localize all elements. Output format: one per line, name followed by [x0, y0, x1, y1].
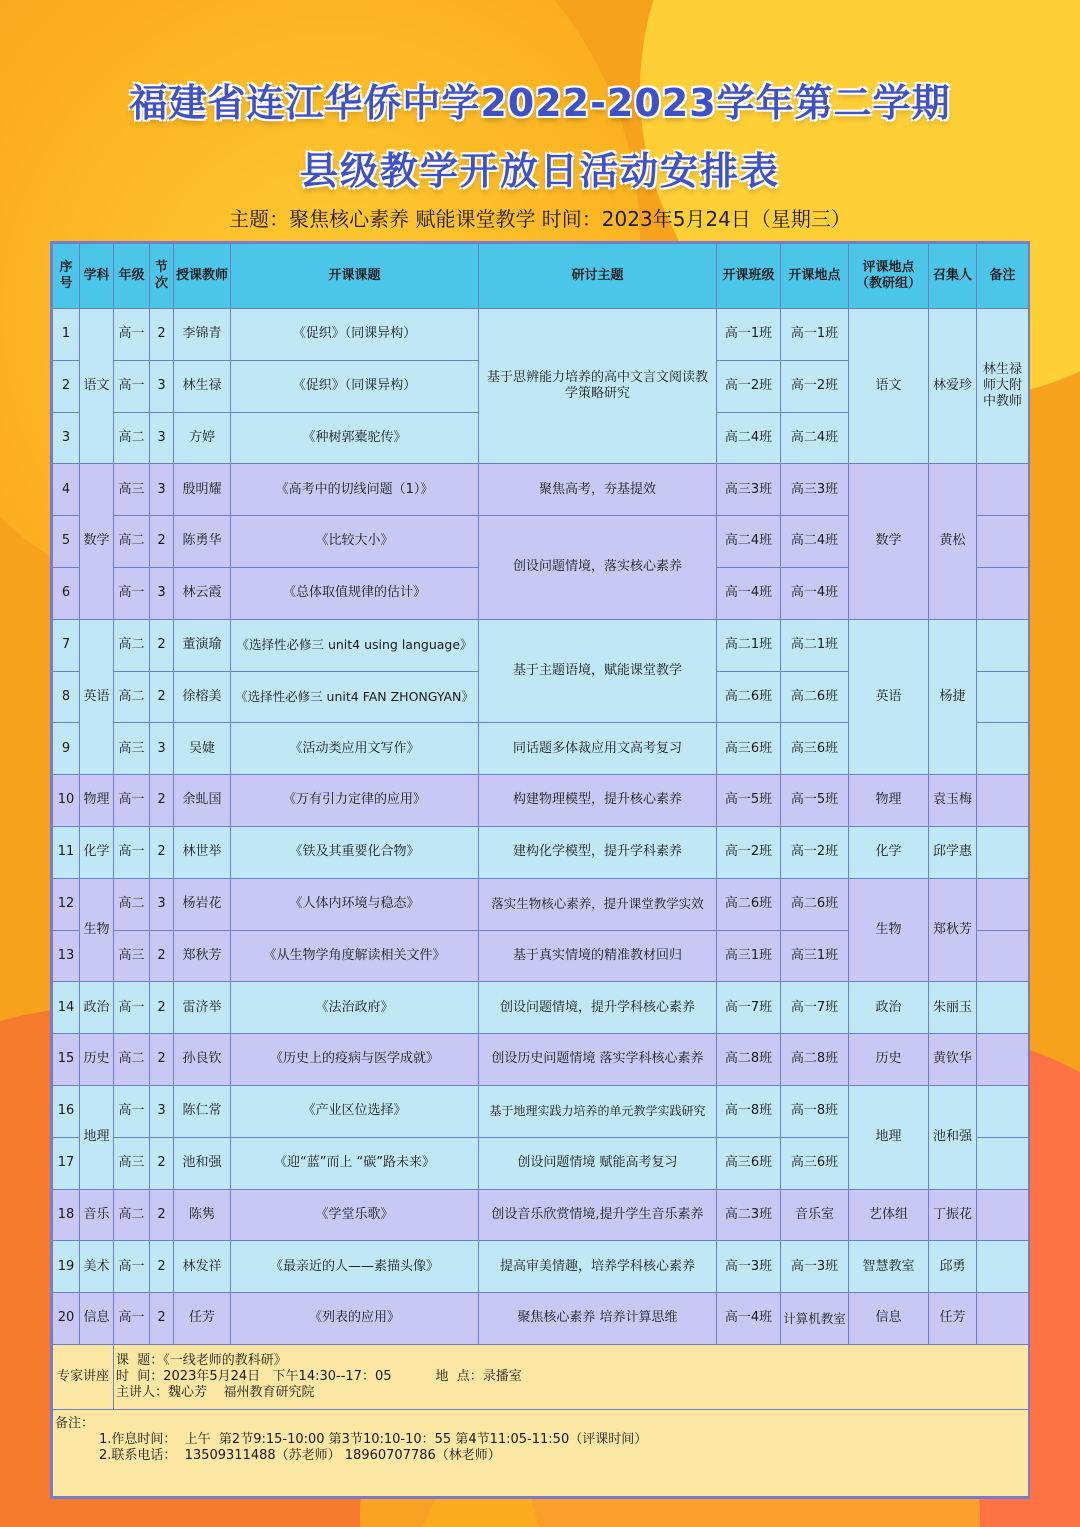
- cell-convener: 朱丽玉: [929, 982, 977, 1034]
- cell-convener: 任芳: [929, 1293, 977, 1345]
- lecture-topic: 课 题：《一线老师的教科研》: [116, 1352, 287, 1368]
- cell-teacher: 林云霞: [174, 567, 231, 619]
- cell-seq: 12: [53, 878, 80, 930]
- cell-period: 2: [150, 516, 174, 568]
- cell-period: 2: [150, 982, 174, 1034]
- table-row: [53, 1293, 1029, 1345]
- cell-convener: 杨捷: [929, 619, 977, 774]
- cell-class: 高一2班: [717, 360, 781, 412]
- cell-period: 2: [150, 1137, 174, 1189]
- cell-seq: 19: [53, 1241, 80, 1293]
- cell-topic: 《选择性必修三 unit4 FAN ZHONGYAN》: [231, 671, 479, 723]
- cell-period: 2: [150, 671, 174, 723]
- cell-topic: 《活动类应用文写作》: [231, 723, 479, 775]
- cell-convener: 袁玉梅: [929, 775, 977, 827]
- col-seminar: 研讨主题: [479, 244, 717, 309]
- cell-seq: 16: [53, 1085, 80, 1137]
- cell-seq: 20: [53, 1293, 80, 1345]
- cell-seminar: 落实生物核心素养，提升课堂教学实效: [479, 878, 717, 930]
- cell-topic: 《法治政府》: [231, 982, 479, 1034]
- cell-teacher: 雷济举: [174, 982, 231, 1034]
- cell-eval: 地理: [849, 1085, 929, 1189]
- cell-convener: 邱勇: [929, 1241, 977, 1293]
- cell-grade: 高二: [114, 412, 150, 464]
- cell-topic: 《产业区位选择》: [231, 1085, 479, 1137]
- cell-seminar: 基于思辨能力培养的高中文言文阅读教学策略研究: [479, 309, 717, 464]
- cell-eval: 语文: [849, 309, 929, 464]
- cell-grade: 高三: [114, 464, 150, 516]
- cell-grade: 高二: [114, 878, 150, 930]
- cell-seq: 18: [53, 1189, 80, 1241]
- cell-seq: 4: [53, 464, 80, 516]
- cell-seq: 1: [53, 309, 80, 361]
- cell-seminar: 提高审美情趣，培养学科核心素养: [479, 1241, 717, 1293]
- cell-class: 高三3班: [717, 464, 781, 516]
- lecture-time: 时 间：2023年5月24日 下午14:30--17：05: [116, 1368, 392, 1384]
- cell-subject: 英语: [80, 619, 114, 774]
- cell-eval: 生物: [849, 878, 929, 982]
- cell-period: 2: [150, 1034, 174, 1086]
- cell-seminar: 同话题多体裁应用文高考复习: [479, 723, 717, 775]
- cell-period: 2: [150, 775, 174, 827]
- cell-venue: 音乐室: [781, 1189, 849, 1241]
- cell-topic: 《比较大小》: [231, 516, 479, 568]
- cell-venue: 高一2班: [781, 826, 849, 878]
- cell-period: 2: [150, 309, 174, 361]
- cell-teacher: 余虬国: [174, 775, 231, 827]
- cell-remark: 林生禄师大附中教师: [977, 309, 1029, 464]
- cell-remark: [977, 826, 1029, 878]
- cell-period: 2: [150, 1189, 174, 1241]
- cell-topic: 《高考中的切线问题（1）》: [231, 464, 479, 516]
- cell-period: 3: [150, 1085, 174, 1137]
- cell-teacher: 吴婕: [174, 723, 231, 775]
- cell-class: 高一4班: [717, 1293, 781, 1345]
- cell-seq: 7: [53, 619, 80, 671]
- cell-grade: 高三: [114, 1137, 150, 1189]
- cell-venue: 高二1班: [781, 619, 849, 671]
- table-row: [53, 1034, 1029, 1086]
- cell-subject: 生物: [80, 878, 114, 982]
- cell-remark: [977, 930, 1029, 982]
- cell-class: 高一3班: [717, 1241, 781, 1293]
- cell-eval: 物理: [849, 775, 929, 827]
- cell-teacher: 孙良钦: [174, 1034, 231, 1086]
- table-row: [53, 464, 1029, 516]
- table-row: [53, 1241, 1029, 1293]
- cell-period: 2: [150, 1241, 174, 1293]
- cell-topic: 《总体取值规律的估计》: [231, 567, 479, 619]
- cell-period: 2: [150, 826, 174, 878]
- cell-remark: [977, 878, 1029, 930]
- cell-seq: 2: [53, 360, 80, 412]
- cell-topic: 《历史上的疫病与医学成就》: [231, 1034, 479, 1086]
- lecture-time-place: [116, 1369, 1026, 1385]
- cell-seq: 5: [53, 516, 80, 568]
- cell-remark: [977, 464, 1029, 516]
- table-row: [53, 619, 1029, 671]
- cell-eval: 历史: [849, 1034, 929, 1086]
- cell-seminar: 聚焦高考，夯基提效: [479, 464, 717, 516]
- cell-grade: 高一: [114, 775, 150, 827]
- cell-subject: 物理: [80, 775, 114, 827]
- notes-label: 备注：: [55, 1415, 95, 1431]
- cell-class: 高二3班: [717, 1189, 781, 1241]
- cell-class: 高二1班: [717, 619, 781, 671]
- cell-grade: 高三: [114, 930, 150, 982]
- cell-remark: [977, 567, 1029, 619]
- table-row: [53, 309, 1029, 361]
- cell-class: 高三1班: [717, 930, 781, 982]
- cell-subject: 数学: [80, 464, 114, 619]
- cell-venue: 高二8班: [781, 1034, 849, 1086]
- cell-class: 高二4班: [717, 516, 781, 568]
- cell-convener: 黄松: [929, 464, 977, 619]
- cell-remark: [977, 619, 1029, 671]
- cell-class: 高一5班: [717, 775, 781, 827]
- cell-eval: 艺体组: [849, 1189, 929, 1241]
- cell-venue: 高二4班: [781, 516, 849, 568]
- cell-teacher: 林发祥: [174, 1241, 231, 1293]
- cell-grade: 高一: [114, 1293, 150, 1345]
- cell-remark: [977, 1034, 1029, 1086]
- cell-topic: 《学堂乐歌》: [231, 1189, 479, 1241]
- table-row: [53, 775, 1029, 827]
- cell-seq: 11: [53, 826, 80, 878]
- cell-topic: 《选择性必修三 unit4 using language》: [231, 619, 479, 671]
- cell-period: 3: [150, 412, 174, 464]
- cell-grade: 高一: [114, 826, 150, 878]
- cell-seminar: 创设问题情境 赋能高考复习: [479, 1137, 717, 1189]
- cell-venue: 计算机教室: [781, 1293, 849, 1345]
- cell-class: 高一2班: [717, 826, 781, 878]
- cell-topic: 《最亲近的人——素描头像》: [231, 1241, 479, 1293]
- cell-teacher: 郑秋芳: [174, 930, 231, 982]
- cell-topic: 《促织》（同课异构）: [231, 309, 479, 361]
- cell-grade: 高一: [114, 360, 150, 412]
- cell-seq: 6: [53, 567, 80, 619]
- cell-remark: [977, 723, 1029, 775]
- notes-contact: 2.联系电话： 13509311488（苏老师） 18960707786（林老师）: [99, 1448, 501, 1464]
- cell-seq: 15: [53, 1034, 80, 1086]
- cell-seq: 9: [53, 723, 80, 775]
- cell-grade: 高一: [114, 982, 150, 1034]
- table-row: [53, 826, 1029, 878]
- cell-subject: 化学: [80, 826, 114, 878]
- cell-venue: 高一3班: [781, 1241, 849, 1293]
- cell-period: 2: [150, 619, 174, 671]
- cell-teacher: 陈勇华: [174, 516, 231, 568]
- cell-period: 3: [150, 360, 174, 412]
- cell-teacher: 池和强: [174, 1137, 231, 1189]
- cell-seq: 10: [53, 775, 80, 827]
- cell-subject: 地理: [80, 1085, 114, 1189]
- cell-seq: 3: [53, 412, 80, 464]
- cell-subject: 历史: [80, 1034, 114, 1086]
- cell-period: 3: [150, 878, 174, 930]
- page-title: 福建省连江华侨中学2022-2023学年第二学期: [129, 81, 951, 125]
- cell-teacher: 陈隽: [174, 1189, 231, 1241]
- cell-seminar: 建构化学模型，提升学科素养: [479, 826, 717, 878]
- cell-venue: 高三1班: [781, 930, 849, 982]
- cell-teacher: 林世举: [174, 826, 231, 878]
- col-venue: 开课地点: [781, 244, 849, 309]
- expert-lecture-details: [114, 1344, 1029, 1409]
- table-row: [53, 1189, 1029, 1241]
- table-header-row: [53, 244, 1029, 309]
- cell-seminar: 创设问题情境，落实核心素养: [479, 516, 717, 620]
- cell-eval: 数学: [849, 464, 929, 619]
- cell-subject: 信息: [80, 1293, 114, 1345]
- cell-seq: 8: [53, 671, 80, 723]
- cell-remark: [977, 1085, 1029, 1137]
- cell-period: 2: [150, 930, 174, 982]
- cell-grade: 高一: [114, 1085, 150, 1137]
- cell-teacher: 方婷: [174, 412, 231, 464]
- cell-class: 高三6班: [717, 723, 781, 775]
- cell-seminar: 创设历史问题情境 落实学科核心素养: [479, 1034, 717, 1086]
- cell-grade: 高二: [114, 1189, 150, 1241]
- cell-remark: [977, 1293, 1029, 1345]
- cell-topic: 《从生物学角度解读相关文件》: [231, 930, 479, 982]
- cell-class: 高三6班: [717, 1137, 781, 1189]
- col-subject: 学科: [80, 244, 114, 309]
- cell-venue: 高二4班: [781, 412, 849, 464]
- cell-remark: [977, 1137, 1029, 1189]
- cell-seminar: 聚焦核心素养 培养计算思维: [479, 1293, 717, 1345]
- cell-topic: 《列表的应用》: [231, 1293, 479, 1345]
- cell-venue: 高一5班: [781, 775, 849, 827]
- cell-venue: 高三3班: [781, 464, 849, 516]
- lecture-place: 地 点：录播室: [435, 1368, 522, 1384]
- cell-subject: 语文: [80, 309, 114, 464]
- cell-eval: 信息: [849, 1293, 929, 1345]
- cell-topic: 《万有引力定律的应用》: [231, 775, 479, 827]
- cell-convener: 林爱珍: [929, 309, 977, 464]
- cell-topic: 《人体内环境与稳态》: [231, 878, 479, 930]
- cell-convener: 池和强: [929, 1085, 977, 1189]
- cell-topic: 《种树郭橐驼传》: [231, 412, 479, 464]
- col-remark: 备注: [977, 244, 1029, 309]
- cell-subject: 音乐: [80, 1189, 114, 1241]
- cell-eval: 英语: [849, 619, 929, 774]
- cell-topic: 《促织》（同课异构）: [231, 360, 479, 412]
- cell-period: 3: [150, 723, 174, 775]
- cell-venue: 高二6班: [781, 878, 849, 930]
- cell-grade: 高二: [114, 619, 150, 671]
- col-topic: 开课课题: [231, 244, 479, 309]
- cell-subject: 美术: [80, 1241, 114, 1293]
- col-eval: 评课地点（教研组）: [849, 244, 929, 309]
- cell-venue: 高一7班: [781, 982, 849, 1034]
- col-grade: 年级: [114, 244, 150, 309]
- expert-lecture-row: [53, 1344, 1029, 1409]
- cell-convener: 邱学惠: [929, 826, 977, 878]
- cell-seminar: 基于地理实践力培养的单元教学实践研究: [479, 1085, 717, 1137]
- lecture-speaker: 主讲人：魏心芳 福州教育研究院: [116, 1385, 315, 1401]
- cell-grade: 高三: [114, 723, 150, 775]
- cell-remark: [977, 671, 1029, 723]
- cell-subject: 政治: [80, 982, 114, 1034]
- cell-remark: [977, 1189, 1029, 1241]
- table-row: [53, 982, 1029, 1034]
- cell-venue: 高一4班: [781, 567, 849, 619]
- cell-teacher: 杨岩花: [174, 878, 231, 930]
- cell-teacher: 董演瑜: [174, 619, 231, 671]
- cell-venue: 高一2班: [781, 360, 849, 412]
- cell-convener: 郑秋芳: [929, 878, 977, 982]
- schedule-table: [50, 241, 1030, 1499]
- cell-topic: 《迎“蓝”而上 “碳”路未来》: [231, 1137, 479, 1189]
- cell-grade: 高一: [114, 567, 150, 619]
- cell-seq: 13: [53, 930, 80, 982]
- cell-class: 高二8班: [717, 1034, 781, 1086]
- cell-seq: 17: [53, 1137, 80, 1189]
- cell-grade: 高二: [114, 671, 150, 723]
- col-class: 开课班级: [717, 244, 781, 309]
- col-convener: 召集人: [929, 244, 977, 309]
- cell-grade: 高二: [114, 1034, 150, 1086]
- cell-class: 高二4班: [717, 412, 781, 464]
- cell-eval: 化学: [849, 826, 929, 878]
- cell-eval: 智慧教室: [849, 1241, 929, 1293]
- cell-class: 高一1班: [717, 309, 781, 361]
- cell-teacher: 殷明耀: [174, 464, 231, 516]
- cell-remark: [977, 516, 1029, 568]
- cell-convener: 丁振花: [929, 1189, 977, 1241]
- cell-eval: 政治: [849, 982, 929, 1034]
- cell-period: 3: [150, 464, 174, 516]
- cell-teacher: 陈仁常: [174, 1085, 231, 1137]
- cell-grade: 高一: [114, 309, 150, 361]
- expert-lecture-label: 专家讲座: [53, 1344, 114, 1409]
- table-row: [53, 1085, 1029, 1137]
- cell-grade: 高一: [114, 1241, 150, 1293]
- cell-venue: 高三6班: [781, 723, 849, 775]
- cell-remark: [977, 1241, 1029, 1293]
- cell-venue: 高一8班: [781, 1085, 849, 1137]
- page-subtitle-title: 县级教学开放日活动安排表: [299, 149, 780, 193]
- col-period: 节次: [150, 244, 174, 309]
- cell-teacher: 林生禄: [174, 360, 231, 412]
- table-row: [53, 878, 1029, 930]
- cell-seminar: 构建物理模型，提升核心素养: [479, 775, 717, 827]
- cell-convener: 黄钦华: [929, 1034, 977, 1086]
- cell-venue: 高二6班: [781, 671, 849, 723]
- cell-class: 高一4班: [717, 567, 781, 619]
- cell-remark: [977, 982, 1029, 1034]
- cell-seminar: 创设问题情境，提升学科核心素养: [479, 982, 717, 1034]
- theme-and-date: 主题：聚焦核心素养 赋能课堂教学 时间：2023年5月24日（星期三）: [229, 207, 851, 231]
- notes: [53, 1409, 1029, 1496]
- cell-class: 高二6班: [717, 878, 781, 930]
- cell-seminar: 基于主题语境，赋能课堂教学: [479, 619, 717, 723]
- cell-grade: 高二: [114, 516, 150, 568]
- cell-remark: [977, 775, 1029, 827]
- cell-topic: 《铁及其重要化合物》: [231, 826, 479, 878]
- col-seq: 序号: [53, 244, 80, 309]
- cell-seminar: 基于真实情境的精准教材回归: [479, 930, 717, 982]
- cell-class: 高二6班: [717, 671, 781, 723]
- notes-row: [53, 1409, 1029, 1496]
- cell-period: 3: [150, 567, 174, 619]
- cell-teacher: 任芳: [174, 1293, 231, 1345]
- col-teacher: 授课教师: [174, 244, 231, 309]
- cell-class: 高一8班: [717, 1085, 781, 1137]
- cell-teacher: 徐榕美: [174, 671, 231, 723]
- cell-period: 2: [150, 1293, 174, 1345]
- cell-seminar: 创设音乐欣赏情境,提升学生音乐素养: [479, 1189, 717, 1241]
- cell-venue: 高三6班: [781, 1137, 849, 1189]
- cell-teacher: 李锦青: [174, 309, 231, 361]
- cell-class: 高一7班: [717, 982, 781, 1034]
- cell-venue: 高一1班: [781, 309, 849, 361]
- cell-seq: 14: [53, 982, 80, 1034]
- notes-schedule: 1.作息时间： 上午 第2节9:15-10:00 第3节10:10-10：55 第4节11:05-11:50（评课时间）: [99, 1432, 648, 1448]
